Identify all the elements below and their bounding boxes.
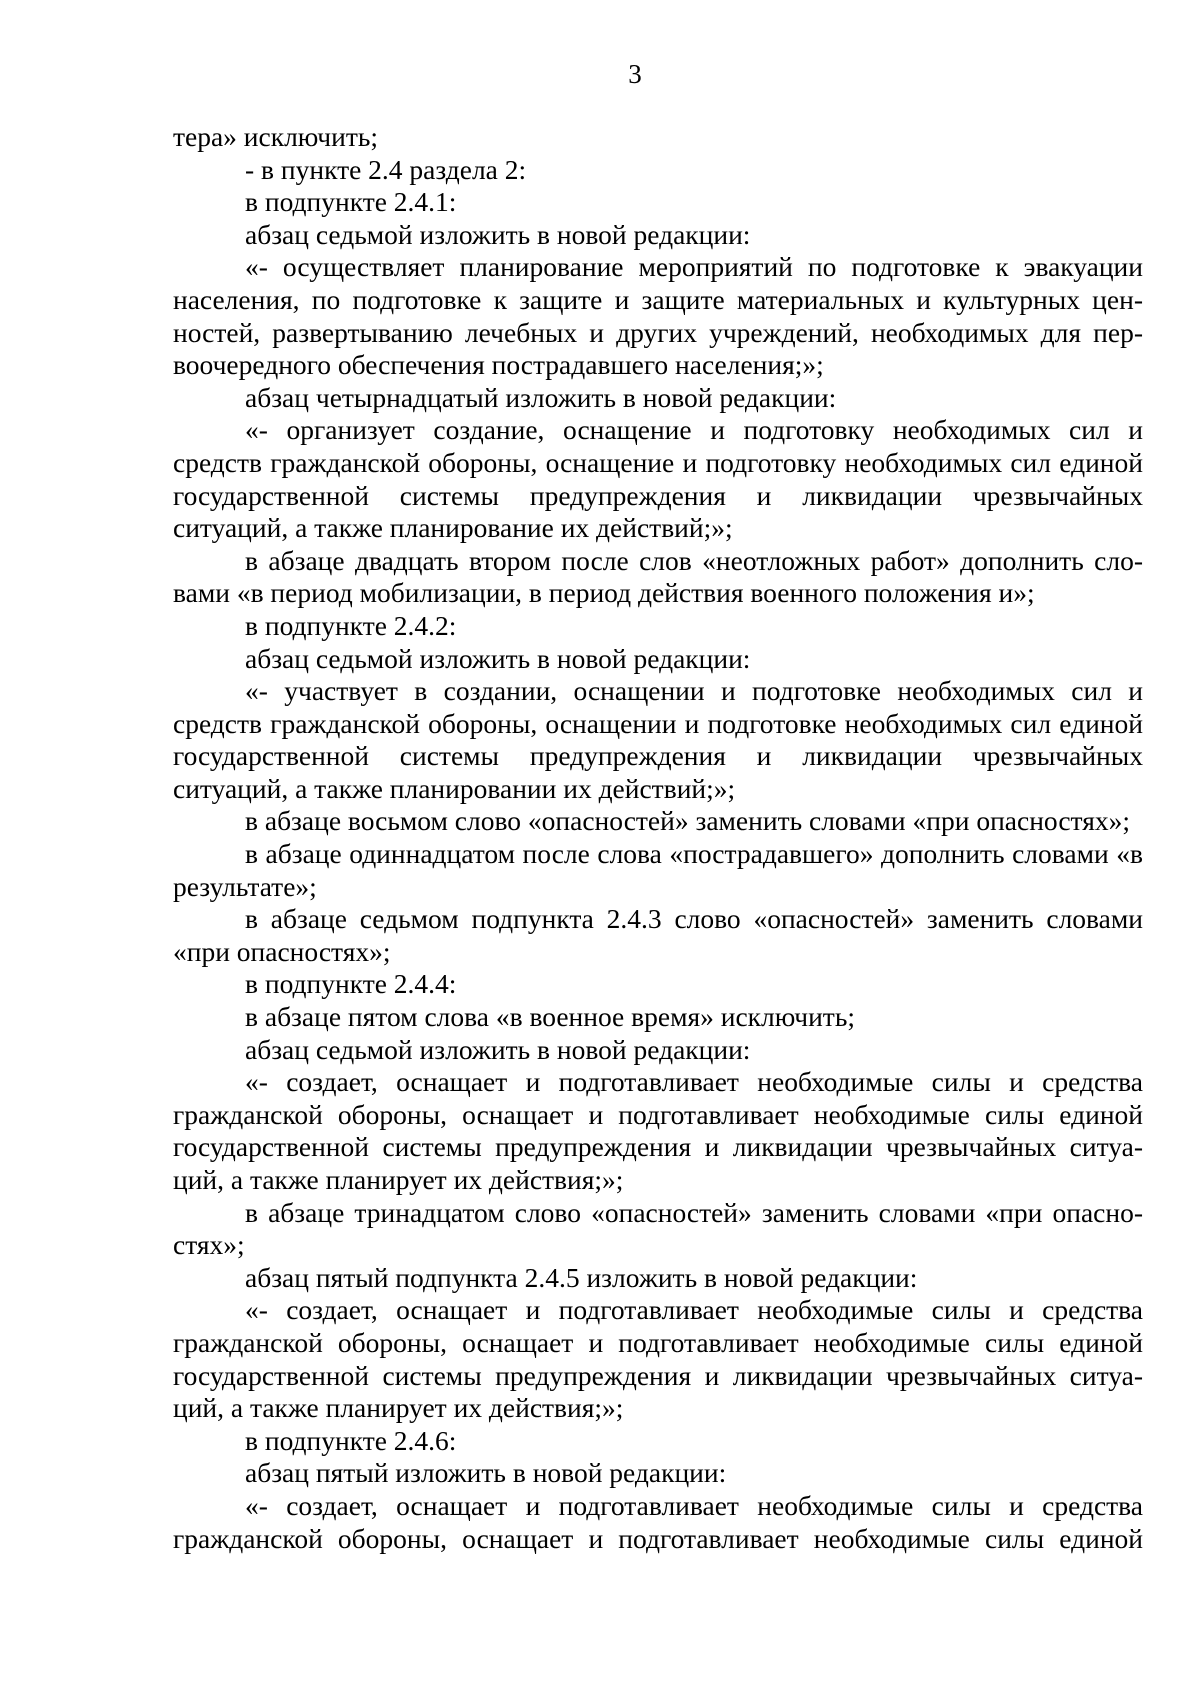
paragraph: - в пункте 2.4 раздела 2: [245, 153, 527, 185]
paragraph: в подпункте 2.4.2: [245, 609, 457, 641]
paragraph: абзац пятый подпункта 2.4.5 изложить в новой редакции: [245, 1261, 918, 1293]
paragraph: тера» исключить; [173, 121, 379, 152]
paragraph: абзац пятый изложить в новой редакции: [245, 1457, 727, 1489]
paragraph: в абзаце одиннадцатом после слова «пострадавшего» дополнить словами «в результате»; [173, 838, 1143, 902]
paragraph: в абзаце пятом слова «в военное время» исключить; [245, 1001, 855, 1033]
paragraph: «- создает, оснащает и подготавливает необходимые силы и средства гражданской обороны, оснащает и подготавливает необходимые силы единой [173, 1489, 1143, 1554]
paragraph: «- участвует в создании, оснащении и подготовке необходимых сил и средств гражданской обороны, оснащении и подготовке необходимых сил единой государственной системы предупреждения и ликвидации чрезвычайных ситуаций, а также планировании их действий;»; [173, 675, 1143, 804]
page-number: 3 [628, 59, 642, 89]
paragraph: абзац четырнадцатый изложить в новой редакции: [245, 381, 837, 413]
paragraph: в абзаце двадцать втором после слов «неотложных работ» дополнить словами «в период мобилизации, в период действия военного положения и»; [173, 544, 1143, 609]
document-body [173, 121, 1143, 1555]
paragraph: «- осуществляет планирование мероприятий по подготовке к эвакуации населения, по подготовке к защите и защите материальных и культурных ценностей, развертыванию лечебных и других учреждений, необходимых для первоочередного обеспечения пострадавшего населения;»; [173, 251, 1143, 381]
paragraph: «- создает, оснащает и подготавливает необходимые силы и средства гражданской обороны, оснащает и подготавливает необходимые силы единой государственной системы предупреждения и ликвидации чрезвычайных ситуаций, а также планирует их действия;»; [173, 1294, 1143, 1424]
paragraph: в подпункте 2.4.1: [245, 186, 457, 218]
paragraph: в абзаце седьмом подпункта 2.4.3 слово «опасностей» заменить словами «при опасностях»; [173, 903, 1143, 967]
paragraph: «- организует создание, оснащение и подготовку необходимых сил и средств гражданской обороны, оснащение и подготовку необходимых сил единой государственной системы предупреждения и ликвидации чрезвычайных ситуаций, а также планирование их действий;»; [173, 414, 1143, 544]
paragraph: в подпункте 2.4.4: [245, 968, 457, 1000]
paragraph: абзац седьмой изложить в новой редакции: [245, 1033, 751, 1065]
paragraph: в подпункте 2.4.6: [245, 1424, 457, 1456]
paragraph: абзац седьмой изложить в новой редакции: [245, 218, 751, 250]
paragraph: в абзаце тринадцатом слово «опасностей» заменить словами «при опасностях»; [173, 1196, 1143, 1261]
paragraph: абзац седьмой изложить в новой редакции: [245, 642, 751, 674]
paragraph: в абзаце восьмом слово «опасностей» заменить словами «при опасностях»; [245, 805, 1130, 837]
paragraph: «- создает, оснащает и подготавливает необходимые силы и средства гражданской обороны, оснащает и подготавливает необходимые силы единой государственной системы предупреждения и ликвидации чрезвычайных ситуаций, а также планирует их действия;»; [173, 1066, 1143, 1195]
